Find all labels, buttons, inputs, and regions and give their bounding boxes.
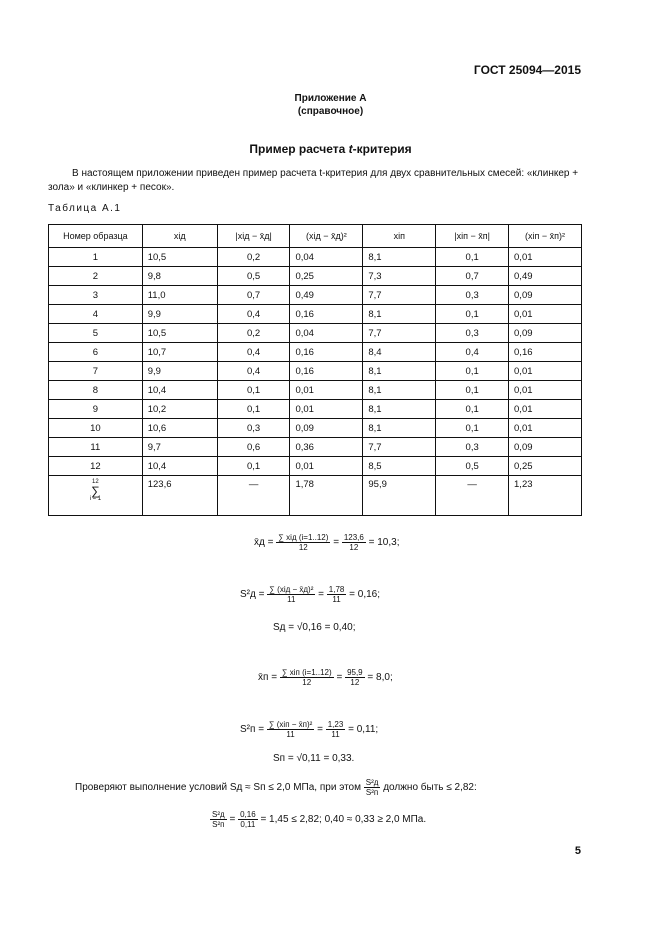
sum-cell: 123,6 (142, 476, 217, 516)
header-cell: xiп (363, 225, 436, 248)
table-cell: 8,1 (363, 248, 436, 267)
table-cell: 0,49 (509, 267, 582, 286)
table-cell: 0,01 (290, 381, 363, 400)
table-header-row (49, 225, 582, 248)
table-cell: 0,01 (290, 400, 363, 419)
formula-final: $\frac{\text{S²д}}{\text{S²п}}$ = $\frac{0,16}{0,11}$ = 1,45 ≤ 2,82; 0,40 ≈ 0,33 ≥ 2,0 МПа. (212, 810, 427, 829)
table-row (49, 324, 582, 343)
data-table (48, 224, 582, 516)
table-cell: 0,1 (436, 419, 509, 438)
table-cell: 0,09 (509, 438, 582, 457)
table-cell: 0,4 (217, 343, 290, 362)
table-cell: 0,1 (436, 305, 509, 324)
table-row (49, 286, 582, 305)
table-cell: 0,01 (290, 457, 363, 476)
formula-sd-p: Sп = √0,11 = 0,33. (273, 753, 355, 764)
table-cell: 10,4 (142, 381, 217, 400)
table-cell: 0,16 (509, 343, 582, 362)
table-cell: 0,16 (290, 362, 363, 381)
table-cell: 9,7 (142, 438, 217, 457)
table-row (49, 248, 582, 267)
table-cell: 10,5 (142, 248, 217, 267)
table-cell: 0,1 (217, 400, 290, 419)
table-cell: 9,9 (142, 362, 217, 381)
table-cell: 4 (49, 305, 143, 324)
table-cell: 0,49 (290, 286, 363, 305)
table-cell: 0,01 (509, 381, 582, 400)
table-cell: 0,04 (290, 324, 363, 343)
table-cell: 8,4 (363, 343, 436, 362)
table-cell: 0,4 (217, 305, 290, 324)
table-cell: 10,4 (142, 457, 217, 476)
table-cell: 0,1 (217, 381, 290, 400)
header-cell: Номер образца (49, 225, 143, 248)
table-cell: 0,7 (217, 286, 290, 305)
table-cell: 8,1 (363, 305, 436, 324)
table-row (49, 305, 582, 324)
appendix-heading (0, 92, 661, 118)
table-cell: 0,16 (290, 305, 363, 324)
table-cell: 5 (49, 324, 143, 343)
table-cell: 11 (49, 438, 143, 457)
table-cell: 0,09 (290, 419, 363, 438)
formula-var-p: S²п = $\frac{\text{∑ (xiп − x̄п)²}}{11}$ = $\frac{1,23}{11}$ = 0,11; (240, 720, 379, 739)
sum-cell: — (217, 476, 290, 516)
appendix-title: Приложение А (294, 93, 367, 104)
table-cell: 0,3 (436, 286, 509, 305)
table-cell: 8,5 (363, 457, 436, 476)
table-cell: 8,1 (363, 400, 436, 419)
table-cell: 0,3 (217, 419, 290, 438)
table-cell: 0,7 (436, 267, 509, 286)
table-row (49, 381, 582, 400)
table-cell: 0,5 (217, 267, 290, 286)
table-cell: 9 (49, 400, 143, 419)
table-cell: 10,5 (142, 324, 217, 343)
table-row (49, 267, 582, 286)
table-cell: 0,2 (217, 248, 290, 267)
section-title: Пример расчета t-критерия (249, 142, 412, 156)
formula-mean-p: x̄п = $\frac{\text{∑ xiп (i=1..12)}}{12}$ = $\frac{95,9}{12}$ = 8,0; (258, 668, 393, 687)
table-cell: 0,09 (509, 324, 582, 343)
table-row (49, 343, 582, 362)
sum-cell: — (436, 476, 509, 516)
table-cell: 0,01 (509, 305, 582, 324)
table-cell: 12 (49, 457, 143, 476)
table-sum-row (49, 476, 582, 516)
sum-cell: 1,23 (509, 476, 582, 516)
condition-check: Проверяют выполнение условий Sд ≈ Sп ≤ 2,0 МПа, при этом $\frac{\text{S²д}}{\text{S²п}}$ должно быть ≤ 2,82: (75, 778, 477, 797)
formula-mean-d: x̄д = $\frac{\text{∑ xiд (i=1..12)}}{12}$ = $\frac{123,6}{12}$ = 10,3; (254, 533, 400, 552)
table-cell: 0,01 (509, 248, 582, 267)
table-cell: 8,1 (363, 381, 436, 400)
appendix-subtitle: (справочное) (297, 106, 364, 117)
table-cell: 3 (49, 286, 143, 305)
table-cell: 0,25 (509, 457, 582, 476)
table-label: Таблица А.1 (48, 203, 122, 214)
table-cell: 0,4 (436, 343, 509, 362)
intro-paragraph: В настоящем приложении приведен пример расчета t-критерия для двух сравнительных смесей: «клинкер + зола» и «клинкер + песок». (48, 168, 579, 193)
table-cell: 10 (49, 419, 143, 438)
page-number: 5 (574, 845, 581, 857)
table-cell: 10,2 (142, 400, 217, 419)
table-cell: 8,1 (363, 362, 436, 381)
table-cell: 0,1 (436, 381, 509, 400)
table-cell: 1 (49, 248, 143, 267)
header-cell: (xiп − x̄п)² (509, 225, 582, 248)
table-cell: 0,6 (217, 438, 290, 457)
table-body (49, 248, 582, 516)
table-cell: 10,6 (142, 419, 217, 438)
table-cell: 6 (49, 343, 143, 362)
table-cell: 0,3 (436, 438, 509, 457)
table-row (49, 419, 582, 438)
sum-symbol-sigma-bottom: i = 1 (89, 496, 102, 502)
table-cell: 0,01 (509, 419, 582, 438)
table-cell: 7,3 (363, 267, 436, 286)
document-code: ГОСТ 25094—2015 (473, 63, 581, 77)
table-cell: 8,1 (363, 419, 436, 438)
table-row (49, 362, 582, 381)
table-cell: 0,01 (509, 362, 582, 381)
table-cell: 7 (49, 362, 143, 381)
sum-symbol-sigma-top: 12 (92, 479, 99, 485)
table-cell: 7,7 (363, 324, 436, 343)
sum-symbol-cell (49, 476, 143, 516)
table-cell: 8 (49, 381, 143, 400)
sum-symbol-sigma-sign: ∑ (91, 484, 100, 498)
table-cell: 0,1 (217, 457, 290, 476)
table-cell: 0,25 (290, 267, 363, 286)
table-cell: 0,16 (290, 343, 363, 362)
table-cell: 0,01 (509, 400, 582, 419)
table-cell: 0,5 (436, 457, 509, 476)
table-cell: 0,2 (217, 324, 290, 343)
table-row (49, 438, 582, 457)
header-cell: |xiд − x̄д| (217, 225, 290, 248)
table-cell: 0,4 (217, 362, 290, 381)
table-cell: 9,9 (142, 305, 217, 324)
formula-sd-d: Sд = √0,16 = 0,40; (273, 622, 356, 633)
table-cell: 0,36 (290, 438, 363, 457)
formula-var-d: S²д = $\frac{\text{∑ (xiд − x̄д)²}}{11}$ = $\frac{1,78}{11}$ = 0,16; (240, 585, 381, 604)
header-cell: (xiд − x̄д)² (290, 225, 363, 248)
table-cell: 7,7 (363, 286, 436, 305)
header-cell: |xiп − x̄п| (436, 225, 509, 248)
table-cell: 7,7 (363, 438, 436, 457)
table-cell: 0,1 (436, 400, 509, 419)
sum-cell: 95,9 (363, 476, 436, 516)
table-row (49, 400, 582, 419)
table-cell: 0,04 (290, 248, 363, 267)
table-cell: 9,8 (142, 267, 217, 286)
table-row (49, 457, 582, 476)
table-cell: 0,3 (436, 324, 509, 343)
table-cell: 0,09 (509, 286, 582, 305)
table-cell: 0,1 (436, 362, 509, 381)
sum-cell: 1,78 (290, 476, 363, 516)
table-cell: 2 (49, 267, 143, 286)
table-cell: 0,1 (436, 248, 509, 267)
table-cell: 10,7 (142, 343, 217, 362)
header-cell: xiд (142, 225, 217, 248)
table-cell: 11,0 (142, 286, 217, 305)
